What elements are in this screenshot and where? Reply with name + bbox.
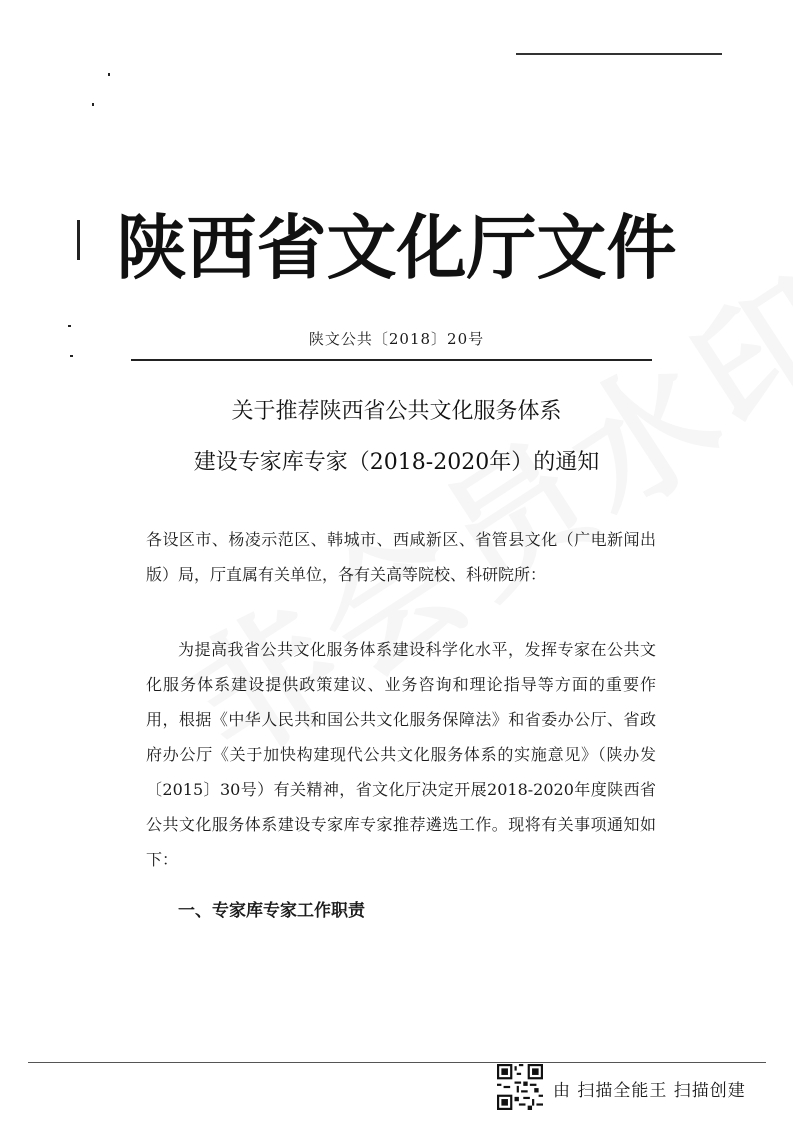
notice-title-line1: 关于推荐陕西省公共文化服务体系	[231, 399, 562, 424]
document-header-title: 陕西省文化厅文件	[116, 207, 677, 289]
addressees-text: 各设区市、杨凌示范区、韩城市、西咸新区、省管县文化（广电新闻出版）局，厅直属有关单位，各有关高等院校、科研院所：	[146, 530, 656, 584]
main-paragraph-block	[146, 632, 656, 877]
addressees-block	[146, 522, 656, 592]
scan-dot	[108, 73, 110, 76]
top-divider-line	[516, 53, 722, 55]
scanner-attribution: 由 扫描全能王 扫描创建	[553, 1081, 746, 1101]
section-heading: 一、专家库专家工作职责	[178, 901, 365, 921]
faded-stamp-mark	[128, 0, 208, 20]
document-number: 陕文公共〔2018〕20号	[308, 330, 485, 348]
main-paragraph: 为提高我省公共文化服务体系建设科学化水平，发挥专家在公共文化服务体系建设提供政策建议、业务咨询和理论指导等方面的重要作用，根据《中华人民共和国公共文化服务保障法》和省委办公厅、省政府办公厅《关于加快构建现代公共文化服务体系的实施意见》（陕办发〔2015〕30号）有关精神，省文化厅决定开展2018-2020年度陕西省公共文化服务体系建设专家库专家推荐遴选工作。现将有关事项通知如下：	[146, 640, 656, 869]
footer-divider-line	[28, 1062, 766, 1063]
qr-code-icon	[497, 1064, 543, 1110]
notice-title-line2: 建设专家库专家（2018-2020年）的通知	[193, 450, 600, 475]
scan-dot	[70, 355, 73, 357]
scan-dot	[68, 325, 71, 327]
scan-dot	[92, 103, 94, 106]
